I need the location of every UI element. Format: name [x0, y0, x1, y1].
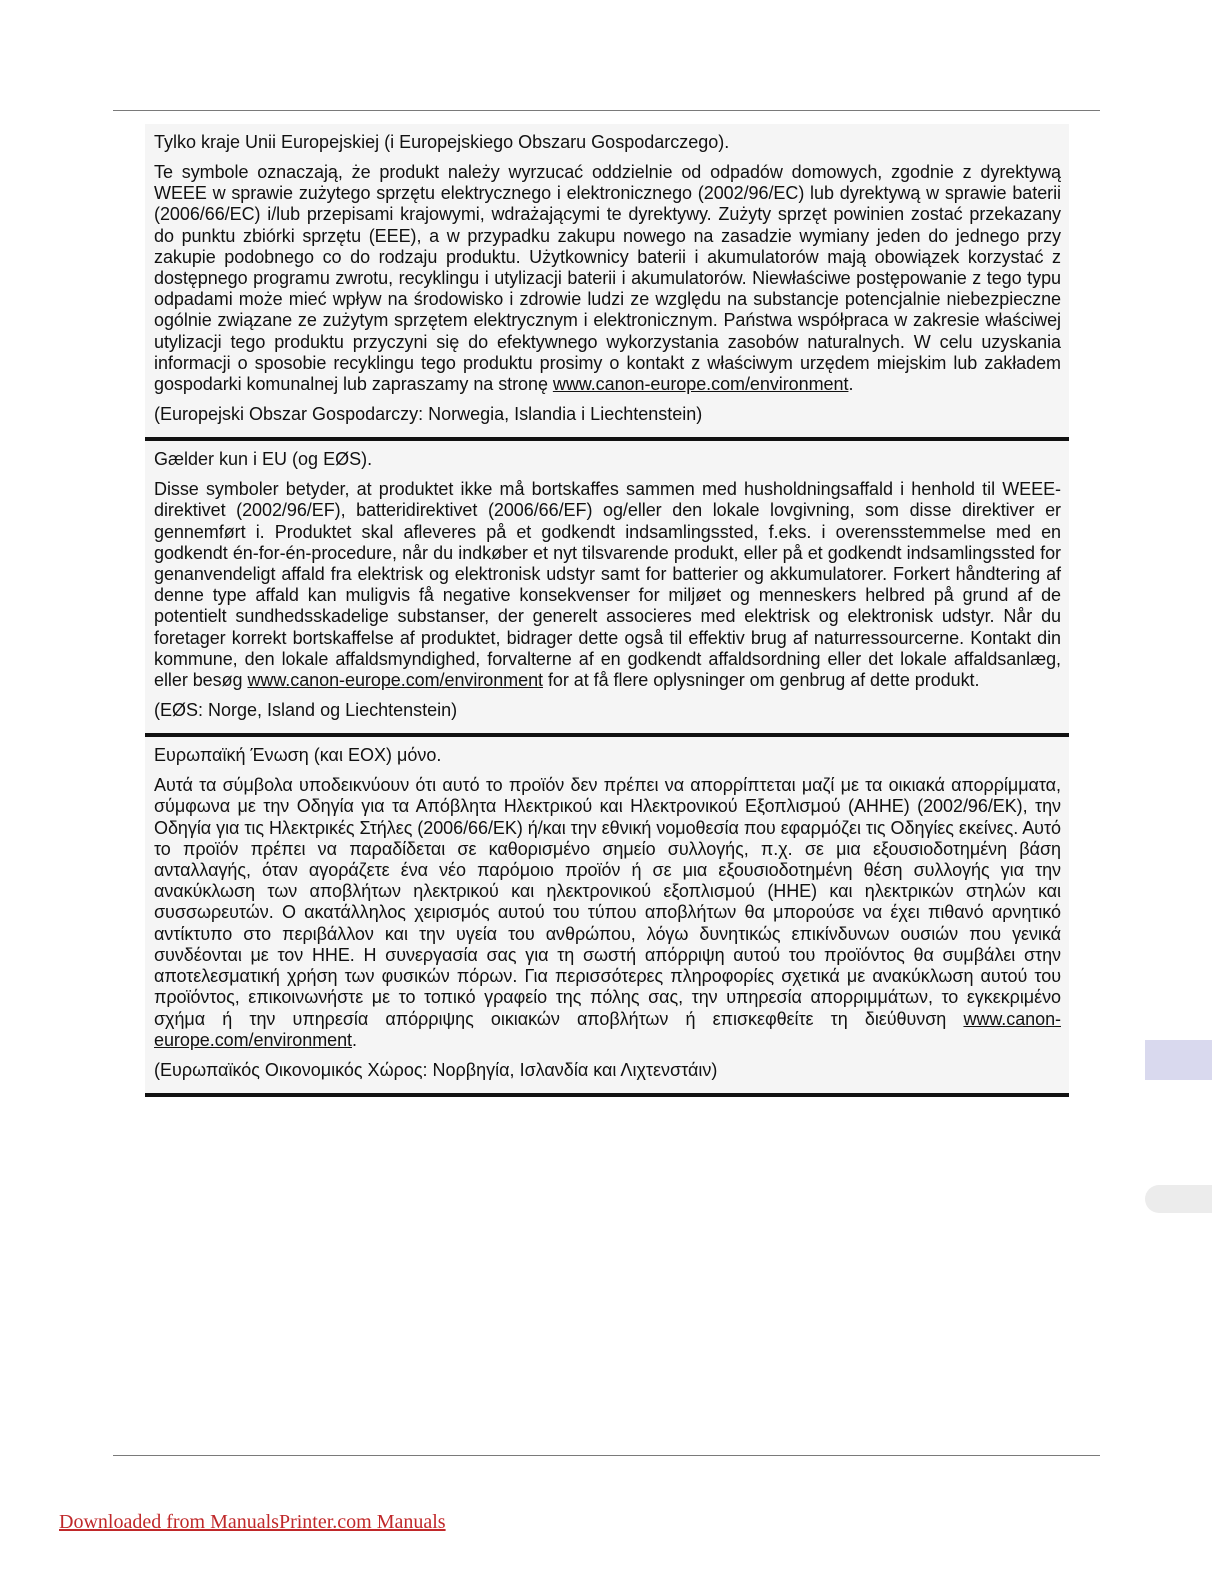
section-title: Ευρωπαϊκή Ένωση (και ΕΟΧ) μόνο.: [154, 745, 442, 766]
download-source-link[interactable]: Downloaded from ManualsPrinter.com Manuals: [59, 1511, 446, 1533]
notice-section-greek: [145, 737, 1069, 1097]
side-tab: [1145, 1185, 1212, 1213]
section-body-end: .: [352, 1029, 357, 1050]
environment-link[interactable]: www.canon-europe.com/environment: [154, 1008, 1061, 1050]
notice-section-polish: [145, 124, 1069, 441]
environment-link[interactable]: www.canon-europe.com/environment: [247, 670, 544, 691]
side-tab-active: [1145, 1040, 1212, 1080]
section-body: [154, 162, 1061, 395]
bottom-rule: [113, 1455, 1100, 1456]
section-note: (EØS: Norge, Island og Liechtenstein): [154, 700, 458, 721]
section-note: (Ευρωπαϊκός Οικονομικός Χώρος: Νορβηγία, Ισλανδία και Λιχτενστάιν): [154, 1059, 718, 1080]
regulatory-notices: [145, 124, 1069, 1097]
section-body-end: for at få flere oplysninger om genbrug af dette produkt.: [543, 670, 980, 691]
section-title: Tylko kraje Unii Europejskiej (i Europejskiego Obszaru Gospodarczego).: [154, 132, 730, 152]
section-body-text: Disse symboler betyder, at produktet ikke må bortskaffes sammen med husholdningsaffald i henhold til WEEE-direktivet (2002/96/EF), batteridirektivet (2006/66/EF) og/eller den lokale lovgivning, som disse direktiver er gennemført i. Produktet skal afleveres på et godkendt indsamlingssted, f.eks. i overensstemmelse med en godkendt én-for-én-procedure, når du indkøber et nyt tilsvarende produkt, eller på et godkendt indsamlingssted for genanvendeligt affald fra elektrisk og elektronisk udstyr samt for batterier og akkumulatorer. Forkert håndtering af denne type affald kan muligvis få negative konsekvenser for miljøet og menneskers helbred på grund af de potentielt sundhedsskadelige substanser, der generelt associeres med elektrisk og elektronisk udstyr. Når du foretager korrekt bortskaffelse af produktet, bidrager dette også til effektiv brug af naturressourcerne. Kontakt din kommune, den lokale affaldsmyndighed, forvalterne af en godkendt affaldsordning eller det lokale affaldsanlæg, eller besøg: [154, 479, 1061, 691]
section-body-text: Te symbole oznaczają, że produkt należy wyrzucać oddzielnie od odpadów domowych, zgodnie z dyrektywą WEEE w sprawie zużytego sprzętu elektrycznego i elektronicznego (2002/96/EC) lub dyrektywą w sprawie baterii (2006/66/EC) i/lub przepisami krajowymi, wdrażającymi te dyrektywy. Zużyty sprzęt powinien zostać przekazany do punktu zbiórki sprzętu (EEE), a w przypadku zakupu nowego na zasadzie wymiany jeden do jednego przy zakupie podobnego co do rodzaju produktu. Użytkownicy baterii i akumulatorów mają obowiązek korzystać z dostępnego programu zwrotu, recyklingu i utylizacji baterii i akumulatorów. Niewłaściwe postępowanie z tego typu odpadami może mieć wpływ na środowisko i zdrowie ludzi ze względu na substancje potencjalnie niebezpieczne ogólnie związane ze zużytym sprzętem elektrycznym i elektronicznym. Państwa współpraca w zakresie właściwej utylizacji tego produktu przyczyni się do efektywnego wykorzystania zasobów naturalnych. W celu uzyskania informacji o sposobie recyklingu tego produktu prosimy o kontakt z właściwym urzędem miejskim lub zakładem gospodarki komunalnej lub zapraszamy na stronę: [154, 162, 1061, 395]
section-body-text: Αυτά τα σύμβολα υποδεικνύουν ότι αυτό το προϊόν δεν πρέπει να απορρίπτεται μαζί με τα οικιακά απορρίμματα, σύμφωνα με την Οδηγία για τα Απόβλητα Ηλεκτρικού και Ηλεκτρονικού Εξοπλισμού (ΑΗΗΕ) (2002/96/ΕΚ), την Οδηγία για τις Ηλεκτρικές Στήλες (2006/66/ΕΚ) ή/και την εθνική νομοθεσία που εφαρμόζει τις Οδηγίες εκείνες. Αυτό το προϊόν πρέπει να παραδίδεται σε καθορισμένο σημείο συλλογής, π.χ. σε μια εξουσιοδοτημένη βάση ανταλλαγής, όταν αγοράζετε ένα νέο παρόμοιο προϊόν ή σε μια εξουσιοδοτημένη θέση συλλογής για την ανακύκλωση των αποβλήτων ηλεκτρικού και ηλεκτρονικού εξοπλισμού (ΗΗΕ) και ηλεκτρικών στηλών και συσσωρευτών. Ο ακατάλληλος χειρισμός αυτού του τύπου αποβλήτων θα μπορούσε να έχει πιθανό αρνητικό αντίκτυπο στο περιβάλλον και την υγεία του ανθρώπου, λόγω δυνητικώς επικίνδυνων ουσιών που γενικά συνδέονται με τον ΗΗΕ. Η συνεργασία σας για τη σωστή απόρριψη αυτού του προϊόντος θα συμβάλει στην αποτελεσματική χρήση των φυσικών πόρων. Για περισσότερες πληροφορίες σχετικά με ανακύκλωση αυτού του προϊόντος, επικοινωνήστε με το τοπικό γραφείο της πόλης σας, την υπηρεσία απορριμμάτων, το εγκεκριμένο σχήμα ή την υπηρεσία απόρριψης οικιακών αποβλήτων ή επισκεφθείτε τη διεύθυνση: [154, 775, 1061, 1029]
section-body-end: .: [848, 374, 854, 395]
environment-link[interactable]: www.canon-europe.com/environment: [552, 374, 849, 395]
notice-section-danish: [145, 441, 1069, 737]
section-note: (Europejski Obszar Gospodarczy: Norwegia, Islandia i Liechtenstein): [154, 404, 703, 425]
section-body: [154, 775, 1061, 1051]
top-rule: [113, 110, 1100, 111]
section-body: [154, 479, 1061, 691]
section-title: Gælder kun i EU (og EØS).: [154, 449, 373, 470]
